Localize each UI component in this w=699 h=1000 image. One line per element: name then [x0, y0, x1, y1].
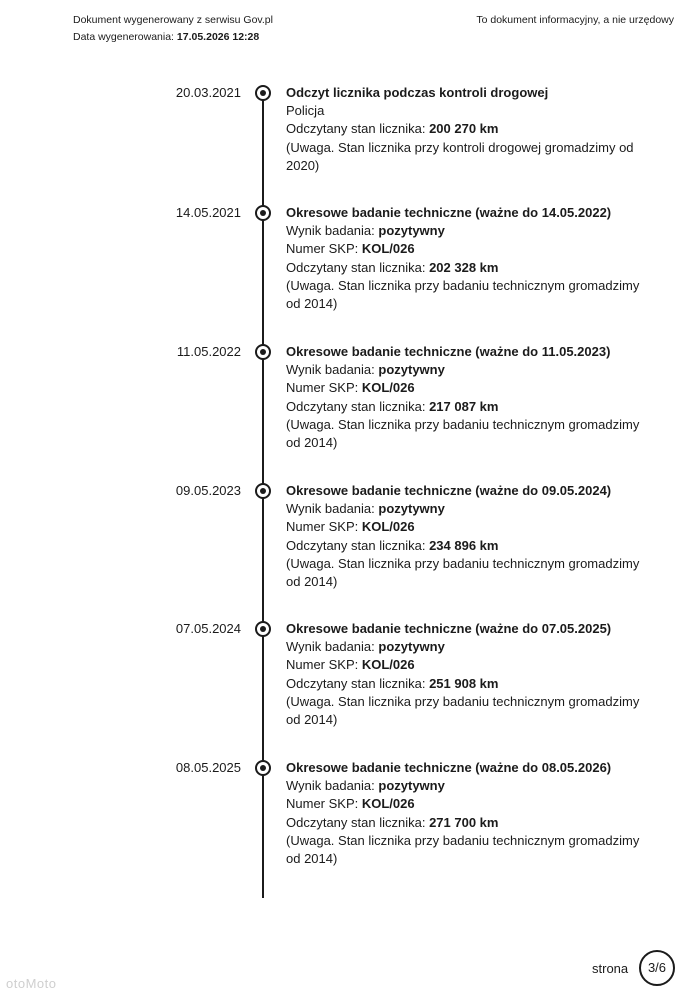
watermark: otoMoto	[6, 976, 57, 991]
document-disclaimer: To dokument informacyjny, a nie urzędowy	[476, 14, 674, 26]
odometer-label: Odczytany stan licznika:	[286, 398, 430, 414]
entry-source: Policja	[286, 103, 325, 119]
odometer-label: Odczytany stan licznika:	[286, 675, 430, 691]
skp-value: KOL/026	[361, 796, 415, 812]
entry-result	[286, 638, 656, 656]
entry-body	[286, 204, 656, 313]
entry-skp	[286, 518, 656, 536]
entry-result	[286, 500, 656, 518]
result-label: Wynik badania:	[286, 362, 379, 378]
odometer-label: Odczytany stan licznika:	[286, 121, 430, 137]
odometer-value: 200 270 km	[429, 121, 499, 137]
result-value: pozytywny	[378, 223, 445, 239]
skp-label: Numer SKP:	[286, 380, 362, 396]
entry-note: (Uwaga. Stan licznika przy badaniu technicznym gromadzimy od 2014)	[286, 277, 640, 312]
odometer-label: Odczytany stan licznika:	[286, 537, 430, 553]
skp-value: KOL/026	[361, 241, 415, 257]
entry-body	[286, 759, 656, 868]
odometer-label: Odczytany stan licznika:	[286, 259, 430, 275]
result-value: pozytywny	[378, 501, 445, 517]
entry-date: 20.03.2021	[175, 85, 241, 100]
entry-date: 11.05.2022	[176, 344, 241, 359]
entry-title: Odczyt licznika podczas kontroli drogowej	[286, 85, 549, 100]
result-label: Wynik badania:	[286, 639, 379, 655]
timeline-marker-icon	[255, 85, 271, 101]
generation-date-value: 17.05.2026 12:28	[176, 31, 260, 43]
document-header-left	[73, 12, 273, 46]
entry-odometer	[286, 398, 656, 416]
entry-note: (Uwaga. Stan licznika przy badaniu technicznym gromadzimy od 2014)	[286, 832, 640, 867]
entry-title: Okresowe badanie techniczne (ważne do 07.05.2025)	[286, 621, 612, 636]
entry-note: (Uwaga. Stan licznika przy kontroli drogowej gromadzimy od 2020)	[286, 139, 634, 173]
entry-title: Okresowe badanie techniczne (ważne do 11.05.2023)	[286, 344, 611, 359]
entry-result	[286, 222, 656, 240]
timeline-marker-icon	[255, 344, 271, 360]
entry-skp	[286, 240, 656, 258]
result-label: Wynik badania:	[286, 778, 379, 794]
skp-label: Numer SKP:	[286, 657, 362, 673]
entry-title: Okresowe badanie techniczne (ważne do 14.05.2022)	[286, 205, 612, 220]
odometer-value: 217 087 km	[429, 398, 499, 414]
page-number-badge: 3/6	[639, 950, 675, 986]
skp-label: Numer SKP:	[286, 519, 362, 535]
entry-body	[286, 482, 656, 591]
skp-value: KOL/026	[361, 657, 415, 673]
entry-odometer	[286, 675, 656, 693]
entry-odometer	[286, 120, 656, 138]
odometer-value: 251 908 km	[429, 675, 499, 691]
entry-odometer	[286, 537, 656, 555]
generated-by-text: Dokument wygenerowany z serwisu Gov.pl	[73, 14, 273, 26]
entry-note: (Uwaga. Stan licznika przy badaniu technicznym gromadzimy od 2014)	[286, 555, 640, 590]
entry-result	[286, 777, 656, 795]
entry-title: Okresowe badanie techniczne (ważne do 09.05.2024)	[286, 483, 612, 498]
odometer-label: Odczytany stan licznika:	[286, 814, 430, 830]
timeline-marker-icon	[255, 483, 271, 499]
entry-skp	[286, 795, 656, 813]
page-label: strona	[592, 961, 629, 976]
entry-date: 14.05.2021	[175, 205, 241, 220]
result-value: pozytywny	[378, 362, 445, 378]
odometer-value: 271 700 km	[429, 814, 499, 830]
entry-skp	[286, 656, 656, 674]
entry-date: 08.05.2025	[175, 760, 241, 775]
entry-body	[286, 343, 656, 452]
entry-skp	[286, 379, 656, 397]
result-label: Wynik badania:	[286, 501, 379, 517]
skp-value: KOL/026	[361, 519, 415, 535]
odometer-value: 234 896 km	[429, 537, 499, 553]
skp-value: KOL/026	[361, 380, 415, 396]
timeline-marker-icon	[255, 205, 271, 221]
entry-body	[286, 620, 656, 729]
entry-note: (Uwaga. Stan licznika przy badaniu technicznym gromadzimy od 2014)	[286, 693, 640, 728]
timeline-marker-icon	[255, 760, 271, 776]
entry-title: Okresowe badanie techniczne (ważne do 08.05.2026)	[286, 760, 612, 775]
result-value: pozytywny	[378, 778, 445, 794]
generation-date-label: Data wygenerowania:	[73, 31, 177, 43]
skp-label: Numer SKP:	[286, 796, 362, 812]
entry-result	[286, 361, 656, 379]
skp-label: Numer SKP:	[286, 241, 362, 257]
entry-body	[286, 84, 656, 175]
result-label: Wynik badania:	[286, 223, 379, 239]
entry-date: 09.05.2023	[175, 483, 241, 498]
generation-date	[73, 29, 273, 46]
odometer-value: 202 328 km	[429, 259, 499, 275]
entry-odometer	[286, 259, 656, 277]
timeline-marker-icon	[255, 621, 271, 637]
entry-note: (Uwaga. Stan licznika przy badaniu technicznym gromadzimy od 2014)	[286, 416, 640, 451]
result-value: pozytywny	[378, 639, 445, 655]
entry-odometer	[286, 814, 656, 832]
entry-date: 07.05.2024	[175, 621, 241, 636]
